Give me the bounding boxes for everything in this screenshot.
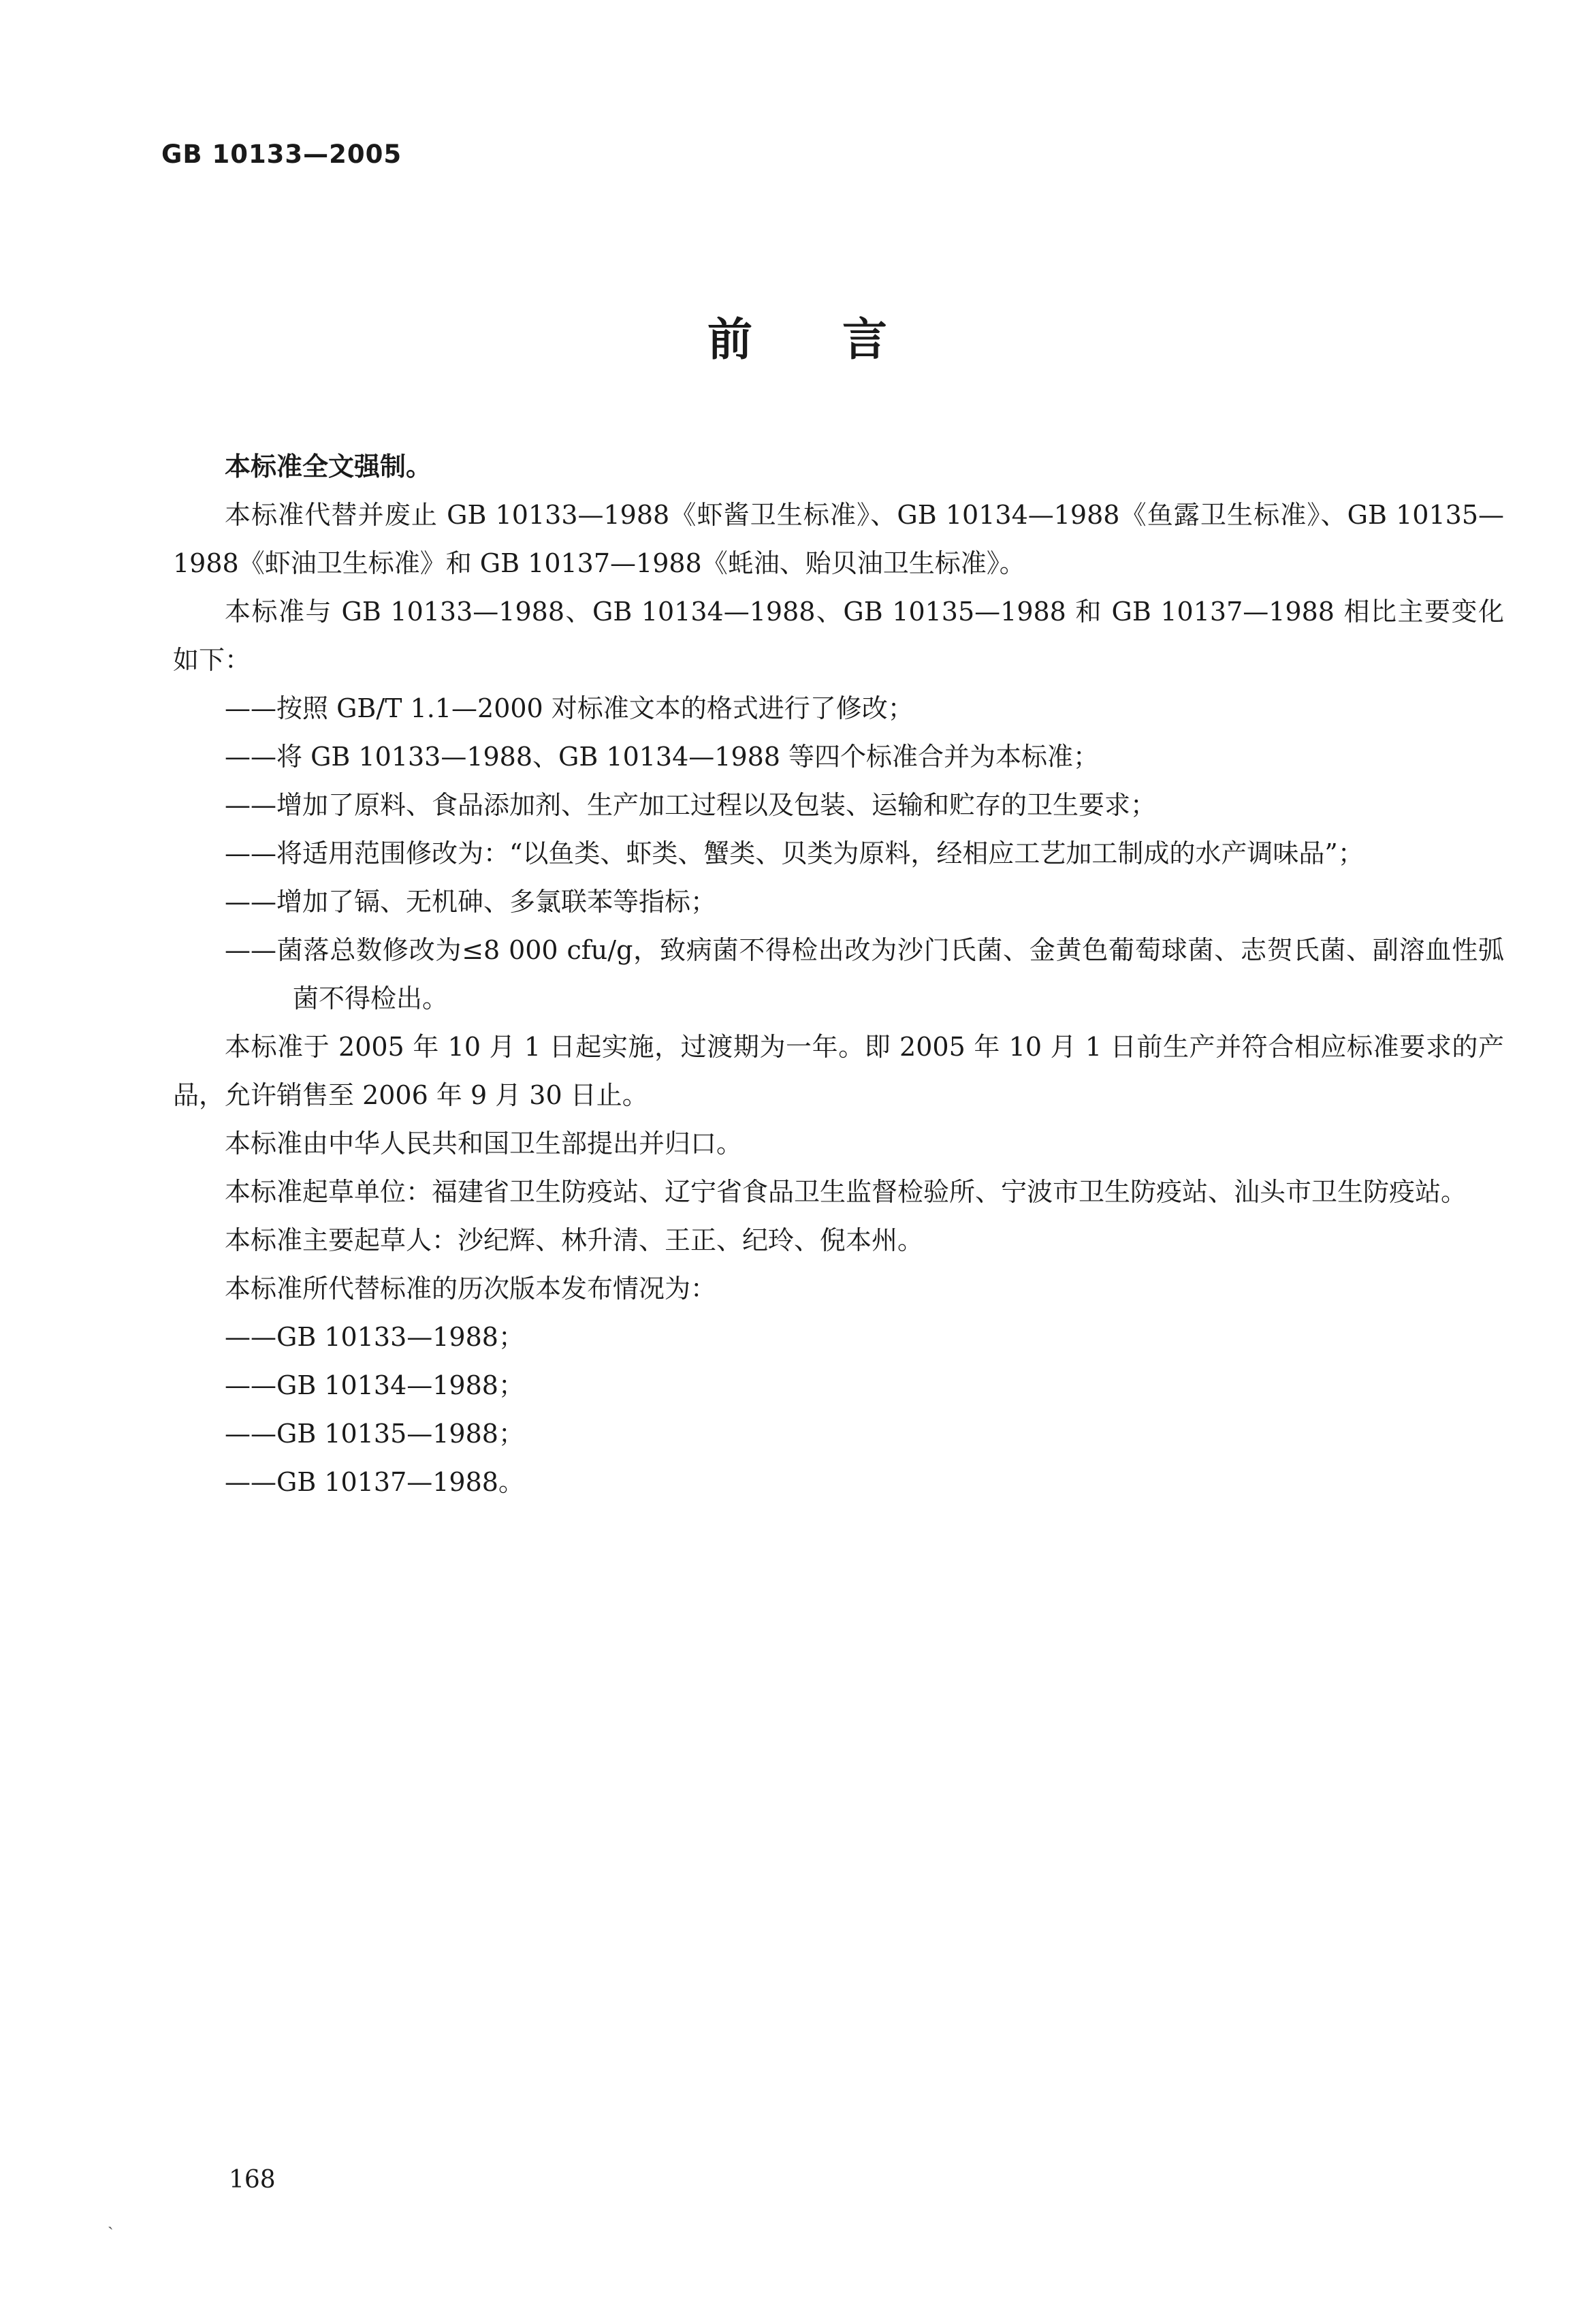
history-item: ——GB 10134—1988；: [225, 1370, 524, 1400]
standard-code: GB 10133—2005: [161, 140, 402, 169]
change-item: ——将适用范围修改为：“以鱼类、虾类、蟹类、贝类为原料，经相应工艺加工制成的水产调味品”；: [225, 838, 1364, 868]
drafters: 本标准主要起草人：沙纪辉、林升清、王正、纪玲、倪本州。: [225, 1225, 924, 1255]
changes-list: [173, 684, 1504, 1023]
change-item: ——按照 GB/T 1.1—2000 对标准文本的格式进行了修改；: [225, 693, 914, 723]
change-item: ——增加了原料、食品添加剂、生产加工过程以及包装、运输和贮存的卫生要求；: [225, 790, 1157, 820]
change-item: ——增加了镉、无机砷、多氯联苯等指标；: [225, 887, 717, 917]
history-item: ——GB 10137—1988。: [225, 1467, 524, 1497]
history-item: ——GB 10135—1988；: [225, 1419, 524, 1449]
change-item: ——菌落总数修改为≤8 000 cfu/g，致病菌不得检出改为沙门氏菌、金黄色葡萄球菌、志贺氏菌、副溶血性弧菌不得检出。: [225, 935, 1504, 1013]
change-item: ——将 GB 10133—1988、GB 10134—1988 等四个标准合并为本标准；: [225, 742, 1100, 772]
history-item: ——GB 10133—1988；: [225, 1322, 524, 1352]
drafting-units: 本标准起草单位：福建省卫生防疫站、辽宁省食品卫生监督检验所、宁波市卫生防疫站、汕头市卫生防疫站。: [225, 1177, 1467, 1207]
mandatory-statement: 本标准全文强制。: [225, 452, 432, 482]
history-intro: 本标准所代替标准的历次版本发布情况为：: [225, 1274, 717, 1304]
proposer-statement: 本标准由中华人民共和国卫生部提出并归口。: [225, 1129, 743, 1159]
page-number: 168: [229, 2166, 276, 2194]
history-list: [173, 1313, 1504, 1507]
changes-intro: 本标准与 GB 10133—1988、GB 10134—1988、GB 10135—1988 和 GB 10137—1988 相比主要变化如下：: [173, 597, 1504, 675]
title-char-1: 前: [707, 313, 754, 366]
title-char-2: 言: [842, 313, 889, 366]
scan-speck: ˏ: [108, 2210, 114, 2231]
replacement-statement: 本标准代替并废止 GB 10133—1988《虾酱卫生标准》、GB 10134—1988《鱼露卫生标准》、GB 10135—1988《虾油卫生标准》和 GB 10137—1988《蚝油、贻贝油卫生标准》。: [173, 500, 1504, 578]
implementation-statement: 本标准于 2005 年 10 月 1 日起实施，过渡期为一年。即 2005 年 10 月 1 日前生产并符合相应标准要求的产品，允许销售至 2006 年 9 月 30 日止。: [173, 1032, 1504, 1110]
document-body: [173, 443, 1504, 1507]
page-title: [0, 303, 1596, 368]
